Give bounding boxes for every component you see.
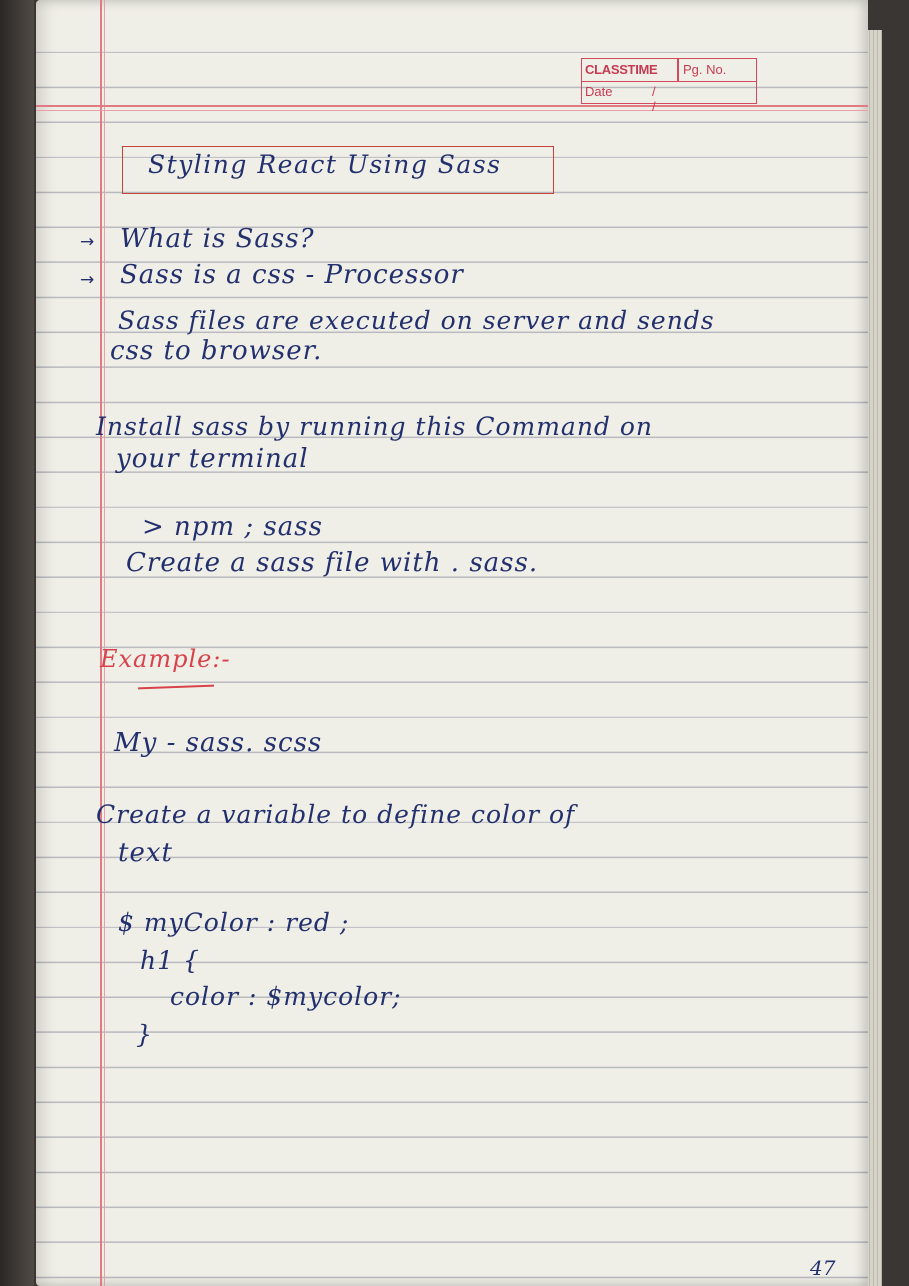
line-css-to-browser: css to browser. (110, 336, 323, 366)
code-line-variable: $ myColor : red ; (118, 908, 350, 937)
line-my-sass-scss: My - sass. scss (114, 728, 323, 758)
line-install-sass: Install sass by running this Command on (96, 412, 654, 441)
line-sass-files: Sass files are executed on server and sends (118, 306, 715, 335)
stamp-brand: CLASSTIME (585, 62, 658, 77)
line-create-sass-file: Create a sass file with . sass. (126, 548, 539, 578)
stamp-row-bottom (582, 81, 756, 114)
line-what-is-sass: What is Sass? (120, 224, 315, 254)
code-line-selector: h1 { (140, 946, 200, 975)
line-create-variable: Create a variable to define color of (96, 800, 576, 829)
desk-background (0, 0, 34, 1286)
arrow-bullet-2: → (80, 270, 95, 290)
stamp-pg-label: Pg. No. (683, 62, 727, 77)
stamp-date-label: Date (585, 84, 613, 99)
line-npm-command: > npm ; sass (142, 512, 323, 542)
left-margin-line (100, 0, 102, 1286)
notebook-page (36, 0, 868, 1286)
classtime-stamp (581, 58, 757, 114)
line-sass-is-processor: Sass is a css - Processor (120, 260, 464, 290)
code-line-close-brace: } (136, 1020, 153, 1049)
left-margin-line-inner (104, 0, 105, 1286)
stamp-divider (677, 59, 679, 81)
page-title: Styling React Using Sass (148, 150, 502, 179)
page-number: 47 (810, 1256, 836, 1280)
code-line-property: color : $mycolor; (170, 982, 402, 1011)
example-heading: Example:- (100, 645, 231, 673)
stamp-row-top (582, 59, 756, 82)
stamp-date-slashes: / / (652, 84, 690, 114)
arrow-bullet-1: → (80, 232, 95, 252)
line-your-terminal: your terminal (116, 444, 309, 474)
example-underline (138, 685, 214, 690)
line-text: text (118, 838, 173, 868)
